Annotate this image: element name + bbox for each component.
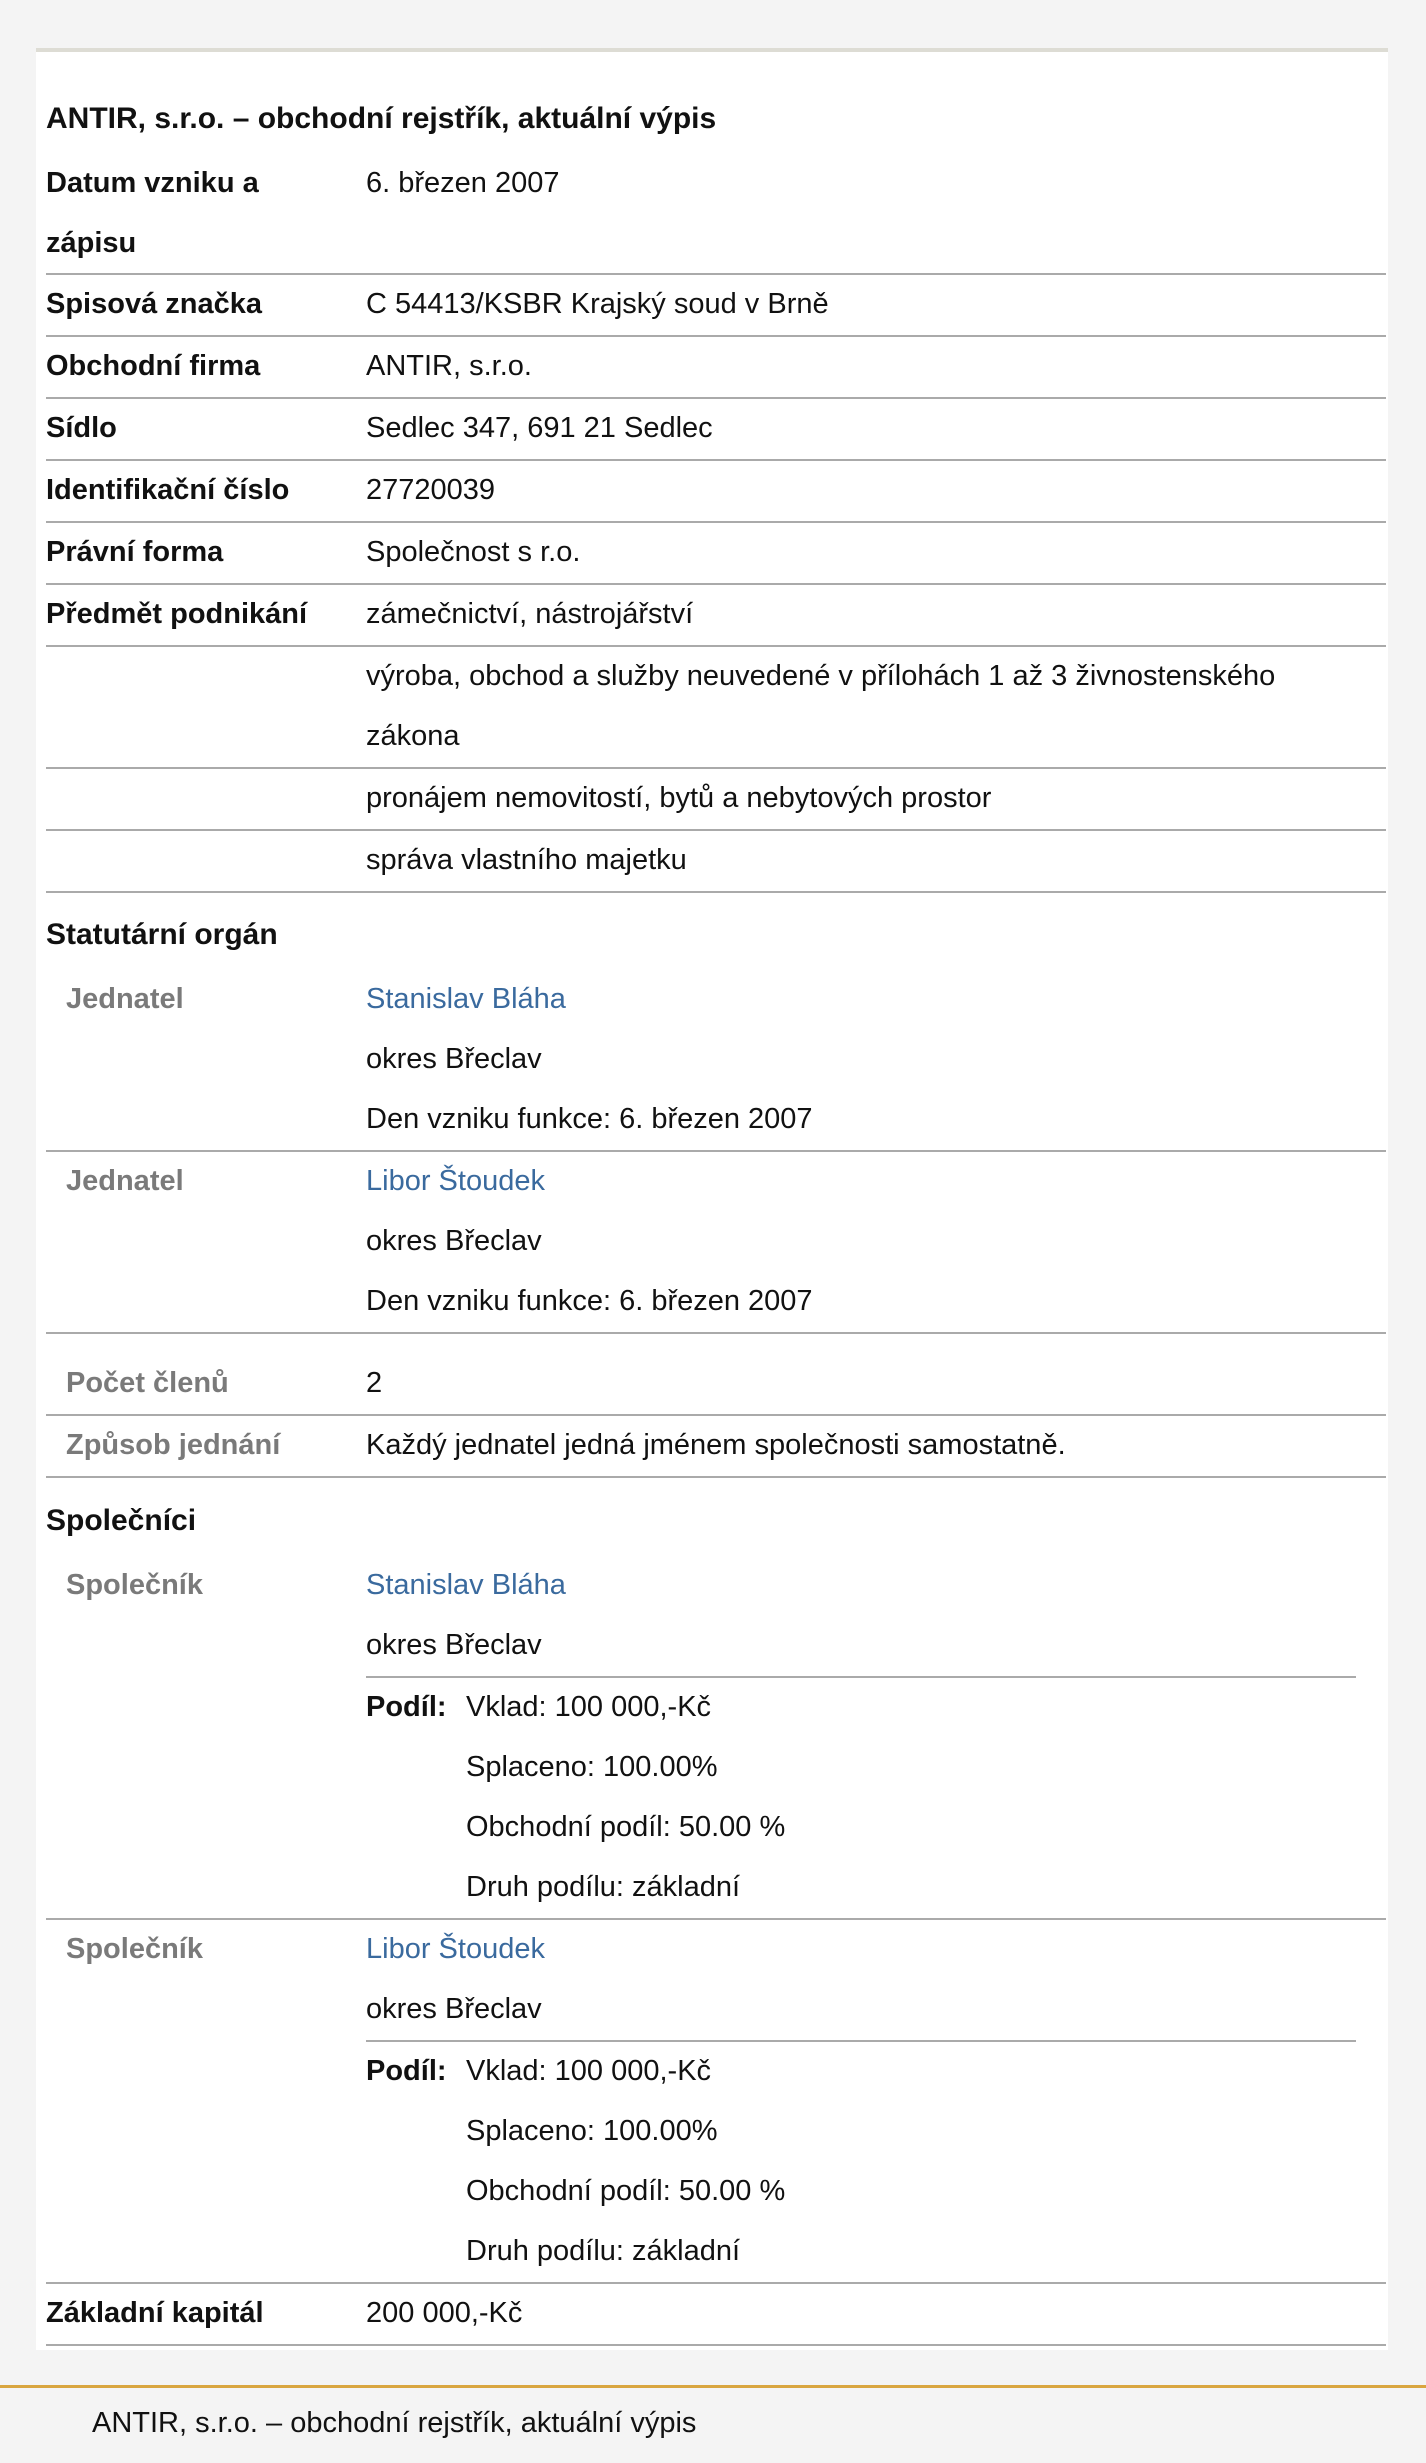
predmet-item: výroba, obchod a služby neuvedené v přílohách 1 až 3 živnostenského [366, 660, 1276, 692]
predmet-item: správa vlastního majetku [366, 844, 687, 876]
label-zakladni-kapital: Základní kapitál [46, 2297, 264, 2329]
label-pravni-forma: Právní forma [46, 536, 224, 568]
row-divider [46, 459, 1386, 461]
label-predmet-podnikani: Předmět podnikání [46, 598, 308, 630]
function-since: Den vzniku funkce: 6. březen 2007 [366, 1285, 813, 1317]
label-ico: Identifikační číslo [46, 474, 290, 506]
row-divider [46, 1414, 1386, 1416]
row-divider [46, 891, 1386, 893]
value-datum-vzniku: 6. březen 2007 [366, 167, 560, 199]
label-datum-vzniku-2: zápisu [46, 227, 137, 259]
row-divider [46, 767, 1386, 769]
person-link[interactable]: Libor Štoudek [366, 1933, 545, 1965]
label-obchodni-firma: Obchodní firma [46, 350, 261, 382]
function-since: Den vzniku funkce: 6. březen 2007 [366, 1103, 813, 1135]
label-datum-vzniku: Datum vzniku a [46, 167, 259, 199]
value-zpusob-jednani: Každý jednatel jedná jménem společnosti samostatně. [366, 1429, 1066, 1461]
role-spolecnik: Společník [66, 1933, 203, 1965]
role-spolecnik: Společník [66, 1569, 203, 1601]
footer [0, 2385, 1426, 2463]
share-obchodni-podil: Obchodní podíl: 50.00 % [466, 2175, 786, 2207]
share-vklad: Vklad: 100 000,-Kč [466, 1691, 712, 1723]
predmet-item: zámečnictví, nástrojářství [366, 598, 694, 630]
person-district: okres Břeclav [366, 1043, 542, 1075]
share-druh: Druh podílu: základní [466, 2235, 741, 2267]
section-statutarni-organ: Statutární orgán [46, 918, 278, 951]
share-label: Podíl: [366, 2055, 447, 2087]
share-obchodni-podil: Obchodní podíl: 50.00 % [466, 1811, 786, 1843]
predmet-item: pronájem nemovitostí, bytů a nebytových prostor [366, 782, 992, 814]
share-label: Podíl: [366, 1691, 447, 1723]
share-druh: Druh podílu: základní [466, 1871, 741, 1903]
person-district: okres Břeclav [366, 1993, 542, 2025]
person-district: okres Břeclav [366, 1629, 542, 1661]
value-ico: 27720039 [366, 474, 496, 506]
page-title: ANTIR, s.r.o. – obchodní rejstřík, aktuální výpis [46, 102, 717, 135]
value-pocet-clenu: 2 [366, 1367, 383, 1399]
section-spolecnici: Společníci [46, 1504, 197, 1537]
share-divider [366, 2040, 1356, 2042]
share-splaceno: Splaceno: 100.00% [466, 1751, 718, 1783]
row-divider [46, 1918, 1386, 1920]
row-divider [46, 397, 1386, 399]
value-obchodni-firma: ANTIR, s.r.o. [366, 350, 532, 382]
record-card [36, 48, 1388, 2350]
row-divider [46, 583, 1386, 585]
predmet-item-continued: zákona [366, 720, 460, 752]
row-divider [46, 829, 1386, 831]
role-jednatel: Jednatel [66, 1165, 184, 1197]
label-sidlo: Sídlo [46, 412, 117, 444]
label-zpusob-jednani: Způsob jednání [66, 1429, 281, 1461]
value-pravni-forma: Společnost s r.o. [366, 536, 581, 568]
share-splaceno: Splaceno: 100.00% [466, 2115, 718, 2147]
value-zakladni-kapital: 200 000,-Kč [366, 2297, 523, 2329]
person-district: okres Břeclav [366, 1225, 542, 1257]
share-vklad: Vklad: 100 000,-Kč [466, 2055, 712, 2087]
person-link[interactable]: Libor Štoudek [366, 1165, 545, 1197]
row-divider [46, 521, 1386, 523]
footer-title: ANTIR, s.r.o. – obchodní rejstřík, aktuální výpis [92, 2407, 697, 2439]
person-link[interactable]: Stanislav Bláha [366, 983, 566, 1015]
role-jednatel: Jednatel [66, 983, 184, 1015]
row-divider [46, 1150, 1386, 1152]
value-sidlo: Sedlec 347, 691 21 Sedlec [366, 412, 713, 444]
value-spisova-znacka: C 54413/KSBR Krajský soud v Brně [366, 288, 829, 320]
person-link[interactable]: Stanislav Bláha [366, 1569, 566, 1601]
row-divider [46, 335, 1386, 337]
label-spisova-znacka: Spisová značka [46, 288, 262, 320]
row-divider [46, 1332, 1386, 1334]
label-pocet-clenu: Počet členů [66, 1367, 229, 1399]
row-divider [46, 2282, 1386, 2284]
row-divider [46, 645, 1386, 647]
row-divider [46, 1476, 1386, 1478]
row-divider [46, 2344, 1386, 2346]
share-divider [366, 1676, 1356, 1678]
row-divider [46, 273, 1386, 275]
